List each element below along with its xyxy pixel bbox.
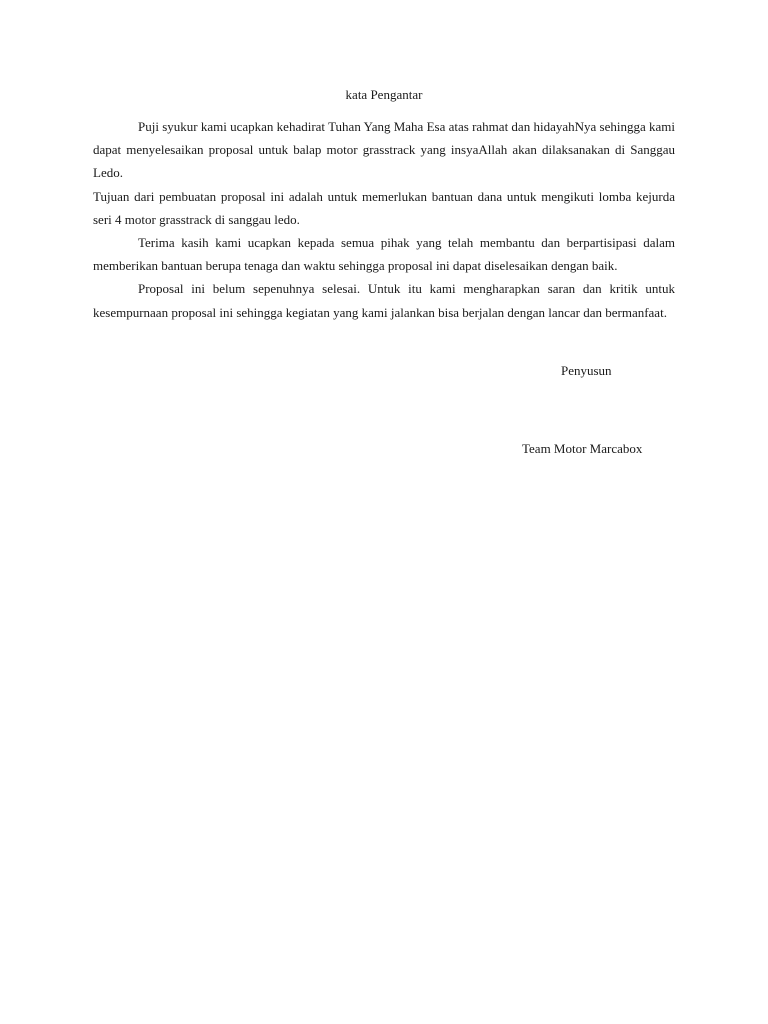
paragraph-thanks: Terima kasih kami ucapkan kepada semua pihak yang telah membantu dan berpartisipasi dalam memberikan bantuan berupa tenaga dan waktu sehingga proposal ini dapat diselesaikan dengan baik. — [93, 235, 675, 274]
document-body — [93, 115, 675, 324]
paragraph-purpose: Tujuan dari pembuatan proposal ini adalah untuk memerlukan bantuan dana untuk mengikuti lomba kejurda seri 4 motor grasstrack di sanggau ledo. — [93, 188, 675, 227]
signature-label: Penyusun — [561, 363, 612, 378]
signature-name: Team Motor Marcabox — [522, 441, 643, 456]
paragraph-closing: Proposal ini belum sepenuhnya selesai. Untuk itu kami mengharapkan saran dan kritik untuk kesempurnaan proposal ini sehingga kegiatan yang kami jalankan bisa berjalan dengan lancar dan bermanfaat. — [93, 281, 675, 320]
page-title: kata Pengantar — [345, 87, 423, 102]
paragraph-gratitude: Puji syukur kami ucapkan kehadirat Tuhan Yang Maha Esa atas rahmat dan hidayahNya sehingga kami dapat menyelesaikan proposal untuk balap motor grasstrack yang insyaAllah akan dilaksanakan di Sanggau Ledo. — [93, 119, 675, 181]
